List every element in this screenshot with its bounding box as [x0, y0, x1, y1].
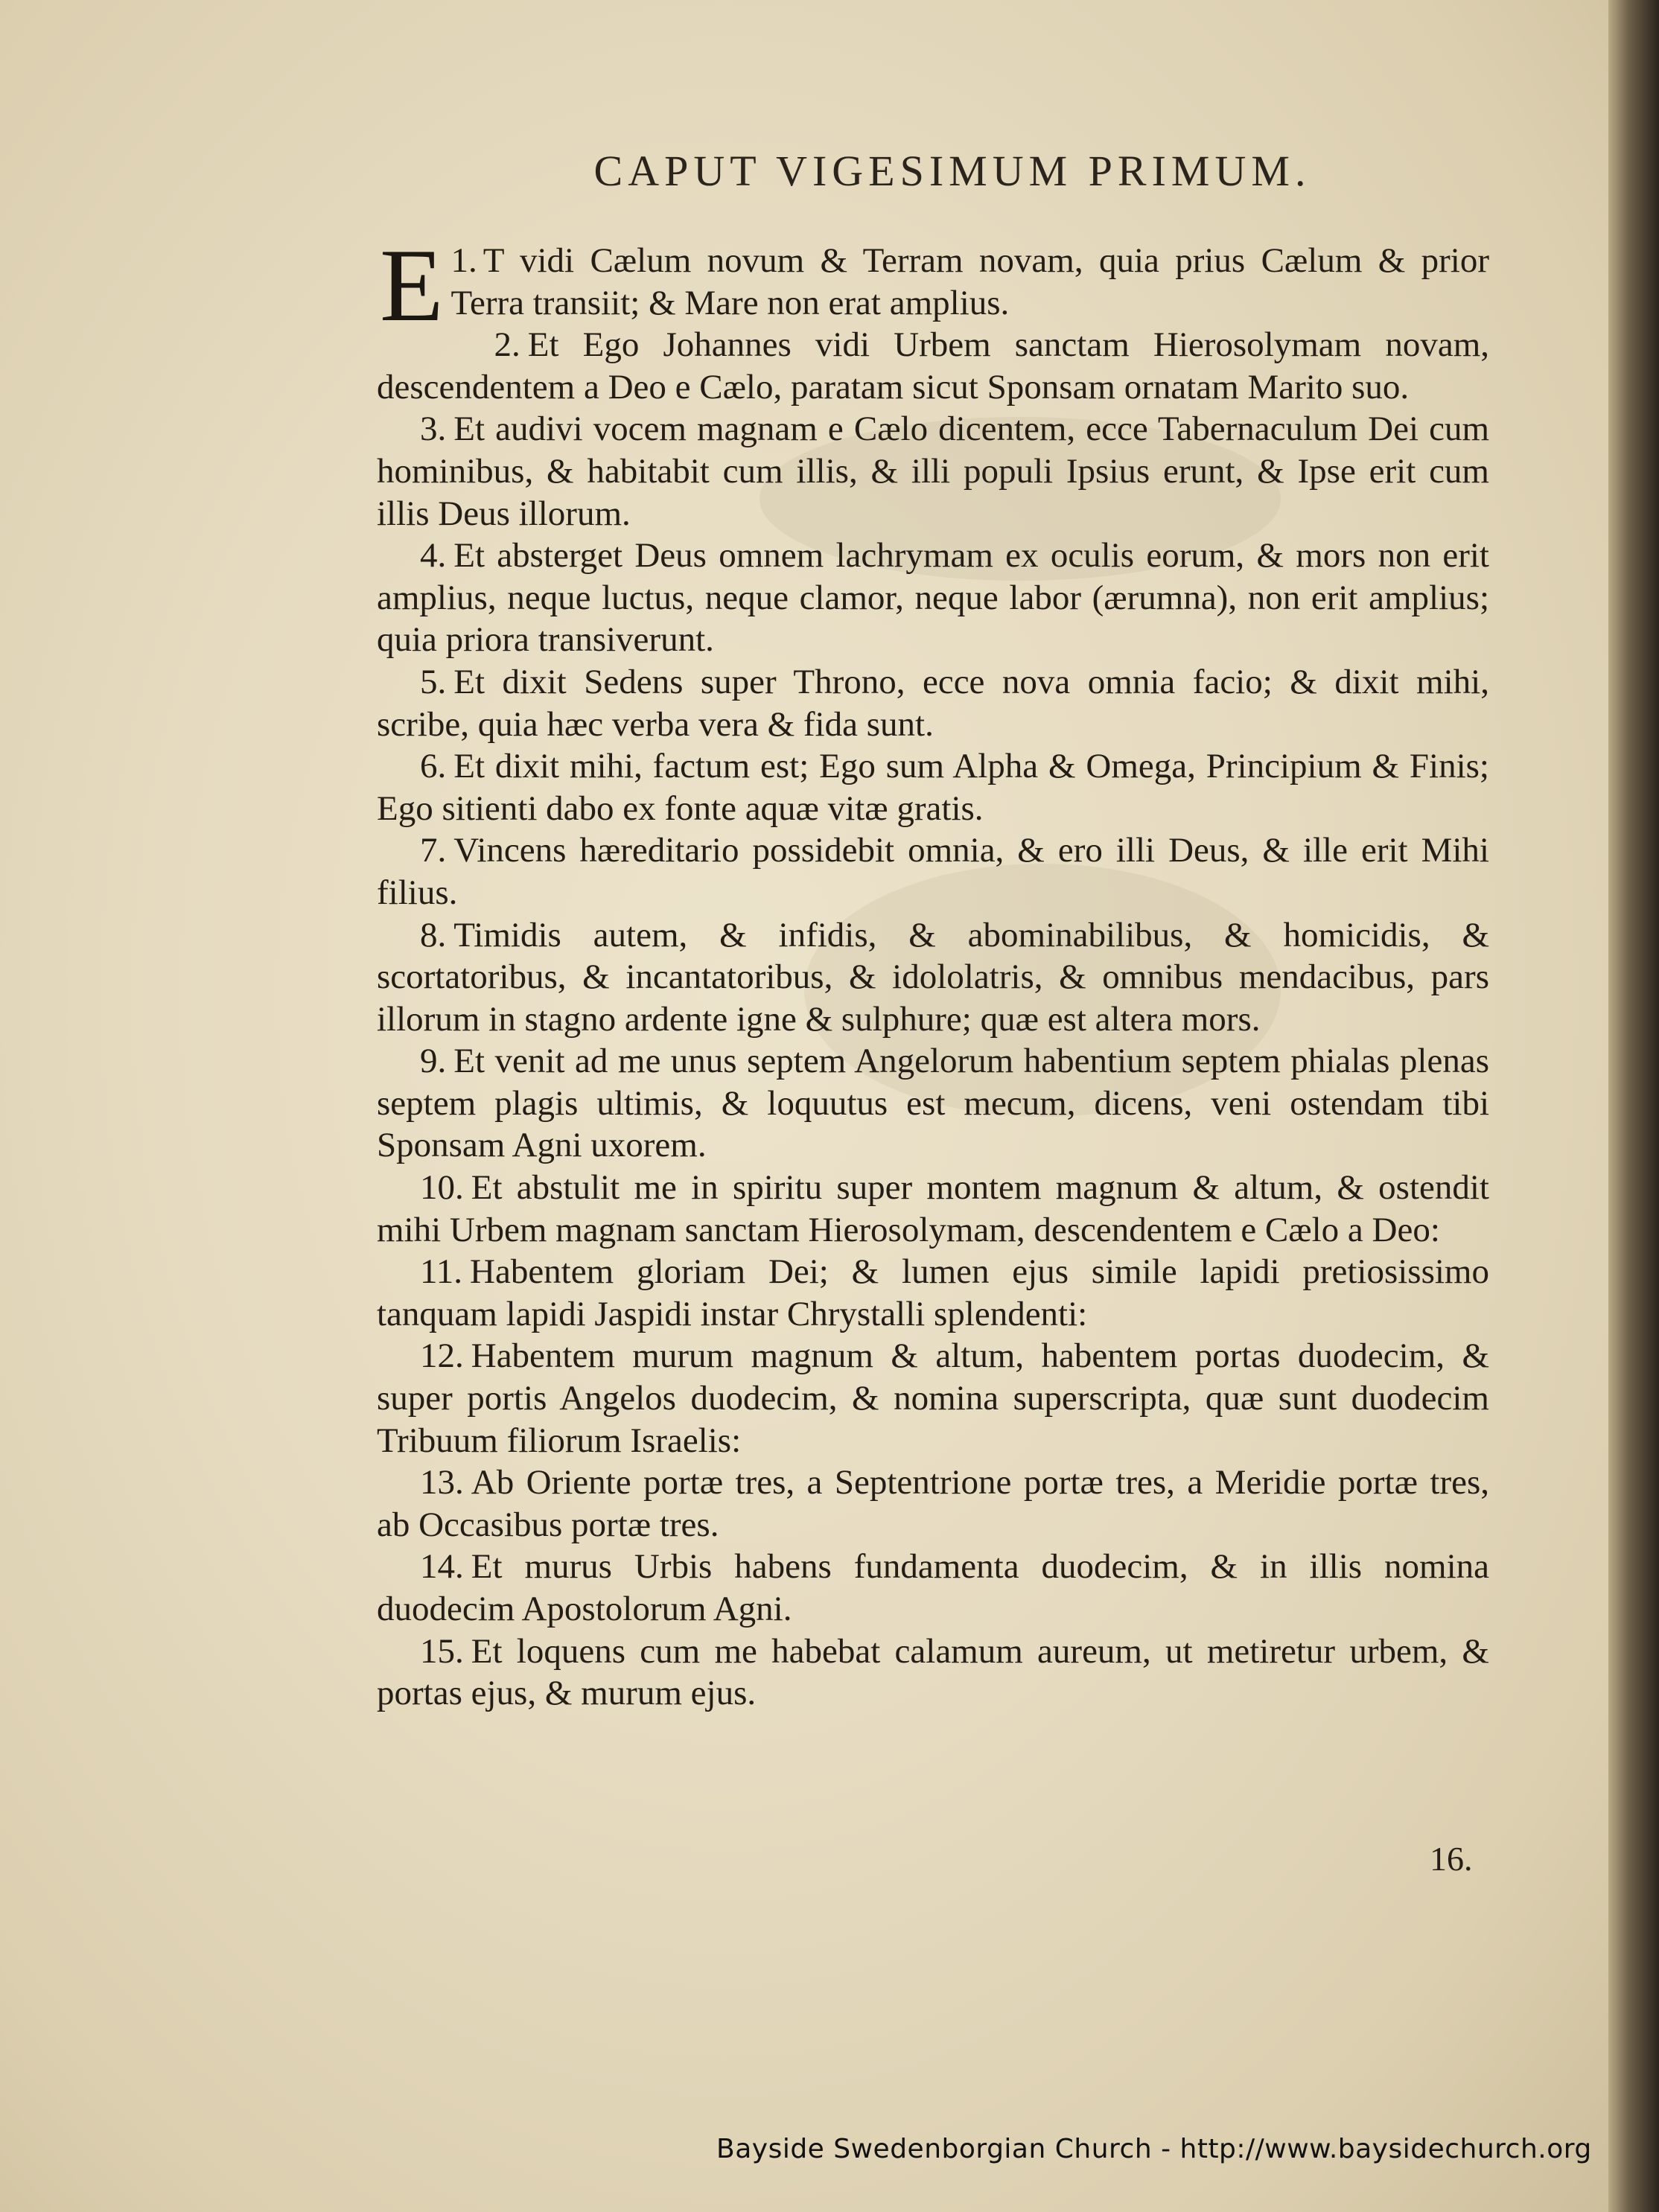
verse-text: Ab Oriente portæ tres, a Septentrione portæ tres, a Meridie portæ tres, ab Occasibus portæ tres. [377, 1463, 1489, 1544]
verse-text: Habentem murum magnum & altum, habentem portas duodecim, & super portis Angelos duodecim, & nomina superscripta, quæ sunt duodecim Tribuum filiorum Israelis: [377, 1336, 1489, 1460]
verse [377, 1546, 1489, 1630]
verse-number: 11. [420, 1252, 463, 1292]
verse-text: Vincens hæreditario possidebit omnia, & ero illi Deus, & ille erit Mihi filius. [377, 831, 1489, 912]
verse-number: 10. [420, 1168, 464, 1208]
verse-number: 8. [420, 915, 447, 954]
verse-number: 13. [420, 1463, 464, 1502]
verse-text: Et loquens cum me habebat calamum aureum, ut metiretur urbem, & portas ejus, & murum ejus. [377, 1631, 1489, 1713]
verse-number: 7. [420, 831, 447, 870]
verse-text: Et murus Urbis habens fundamenta duodecim, & in illis nomina duodecim Apostolorum Agni. [377, 1547, 1489, 1628]
verse-number: 6. [420, 747, 447, 786]
verse-text: T vidi Cælum novum & Terram novam, quia prius Cælum & prior Terra transiit; & Mare non erat amplius. [450, 241, 1489, 322]
verse [377, 228, 1489, 343]
watermark-link[interactable]: Bayside Swedenborgian Church - http://www.baysidechurch.org [716, 2134, 1592, 2164]
verse-number: 4. [420, 536, 447, 576]
verse-text: Timidis autem, & infidis, & abominabilibus, & homicidis, & scortatoribus, & incantatoribus, & idololatris, & omnibus mendacibus, pars illorum in stagno ardente igne & sulphure; quæ est altera mors. [377, 915, 1489, 1039]
verse-number: 14. [420, 1547, 464, 1587]
verse-text: Et dixit Sedens super Throno, ecce nova omnia facio; & dixit mihi, scribe, quia hæc verba vera & fida sunt. [377, 662, 1489, 744]
verse-text: Et venit ad me unus septem Angelorum habentium septem phialas plenas septem plagis ultimis, & loquutus est mecum, dicens, veni ostendam tibi Sponsam Agni uxorem. [377, 1042, 1489, 1165]
verse-number: 3. [420, 409, 447, 449]
verse [377, 324, 1489, 408]
catchword: 16. [1430, 1840, 1473, 1878]
verse [377, 745, 1489, 829]
verse-text: Et Ego Johannes vidi Urbem sanctam Hierosolymam novam, descendentem a Deo e Cælo, paratam sicut Sponsam ornatam Marito suo. [377, 325, 1489, 407]
verse [377, 535, 1489, 661]
verse-number: 5. [420, 662, 447, 701]
verse [377, 1462, 1489, 1546]
verse [377, 1251, 1489, 1335]
verse [377, 1040, 1489, 1167]
verse [377, 1631, 1489, 1715]
verse-number: 9. [420, 1042, 447, 1081]
drop-cap: E [380, 228, 444, 343]
running-title: CAPUT VIGESIMUM PRIMUM. [593, 147, 1311, 195]
verse-text: Et abstulit me in spiritu super montem magnum & altum, & ostendit mihi Urbem magnam sanctam Hierosolymam, descendentem e Cælo a Deo: [377, 1168, 1489, 1249]
verse [377, 829, 1489, 914]
verse [377, 1335, 1489, 1462]
verse-number: 1. [450, 241, 477, 280]
verse [377, 661, 1489, 745]
chapter-text [377, 228, 1489, 1715]
verse-number: 2. [494, 325, 520, 365]
verse-text: Habentem gloriam Dei; & lumen ejus simile lapidi pretiosissimo tanquam lapidi Jaspidi instar Chrystalli splendenti: [377, 1252, 1489, 1333]
verse-text: Et dixit mihi, factum est; Ego sum Alpha & Omega, Principium & Finis; Ego sitienti dabo ex fonte aquæ vitæ gratis. [377, 747, 1489, 828]
verse [377, 1167, 1489, 1251]
verse-text: Et absterget Deus omnem lachrymam ex oculis eorum, & mors non erit amplius, neque luctus, neque clamor, neque labor (ærumna), non erit amplius; quia priora transiverunt. [377, 536, 1489, 660]
verse-number: 15. [420, 1631, 464, 1671]
verse [377, 408, 1489, 535]
verse [377, 914, 1489, 1041]
verse-number: 12. [420, 1336, 464, 1376]
verse-text: Et audivi vocem magnam e Cælo dicentem, ecce Tabernaculum Dei cum hominibus, & habitabit cum illis, & illi populi Ipsius erunt, & Ipse erit cum illis Deus illorum. [377, 409, 1489, 533]
